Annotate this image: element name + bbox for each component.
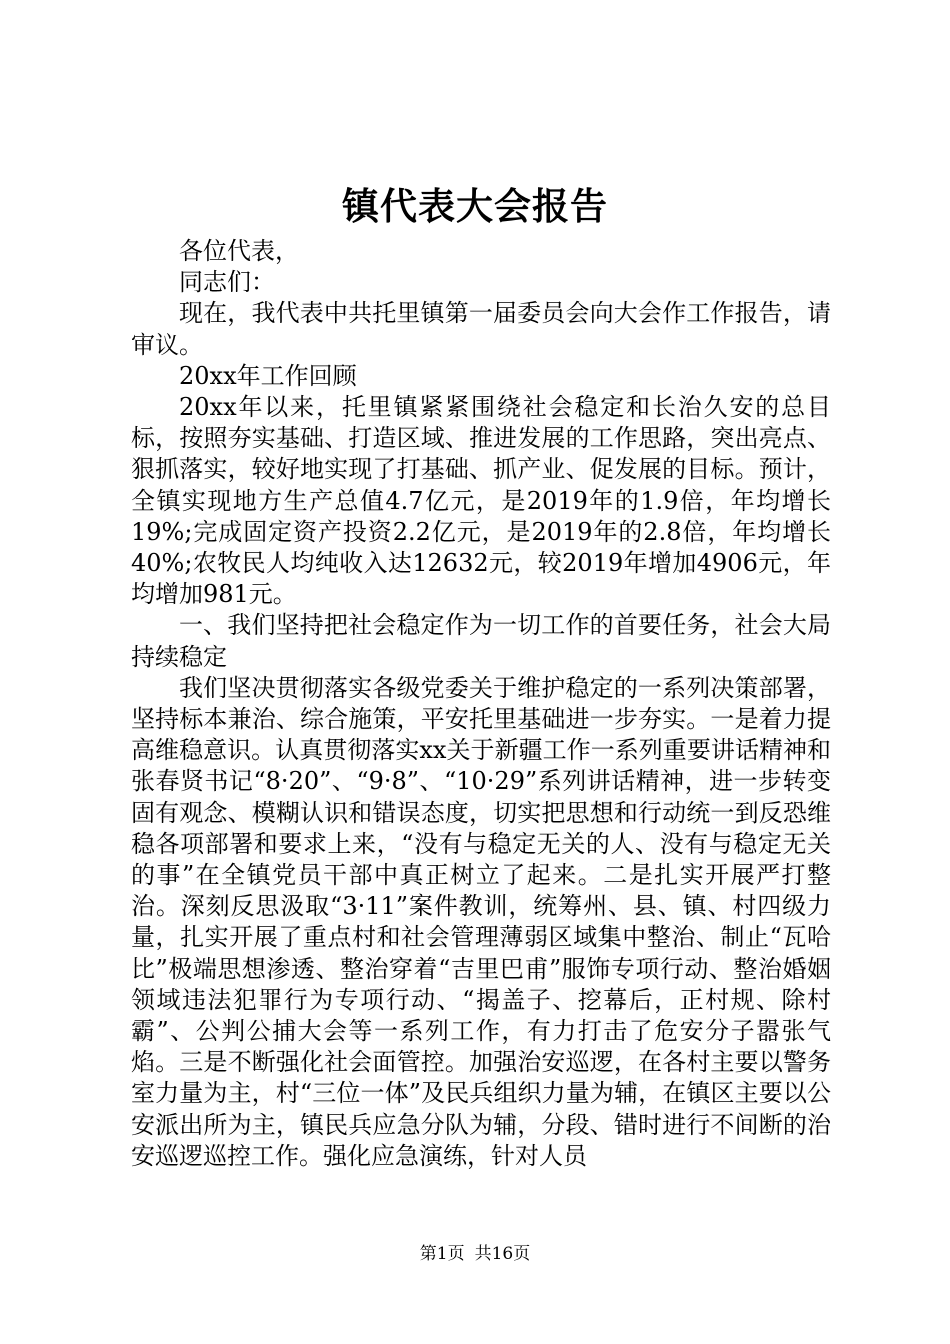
paragraph-salutation-delegates: 各位代表， — [179, 237, 299, 265]
page-footer — [0, 1242, 950, 1266]
paragraph-intro: 现在，我代表中共托里镇第一届委员会向大会作工作报告，请审议。 — [131, 299, 831, 359]
document-body — [131, 236, 831, 1172]
page-number: 第1页 — [419, 1244, 465, 1264]
page-total: 共16页 — [474, 1244, 531, 1264]
document-title: 镇代表大会报告 — [342, 184, 608, 228]
section-heading-review: 20xx年工作回顾 — [179, 361, 357, 390]
paragraph-stability-details: 我们坚决贯彻落实各级党委关于维护稳定的一系列决策部署，坚持标本兼治、综合施策，平安托里基础进一步夯实。一是着力提高维稳意识。认真贯彻落实xx关于新疆工作一系列重要讲话精神和张春贤书记“8·20”、“9·8”、“10·29”系列讲话精神，进一步转变固有观念、模糊认识和错误态度，切实把思想和行动统一到反恐维稳各项部署和要求上来，“没有与稳定无关的人、没有与稳定无关的事”在全镇党员干部中真正树立了起来。二是扎实开展严打整治。深刻反思汲取“3·11”案件教训，统筹州、县、镇、村四级力量，扎实开展了重点村和社会管理薄弱区域集中整治、制止“瓦哈比”极端思想渗透、整治穿着“吉里巴甫”服饰专项行动、整治婚姻领域违法犯罪行为专项行动、“揭盖子、挖幕后，正村规、除村霸”、公判公捕大会等一系列工作，有力打击了危安分子嚣张气焰。三是不断强化社会面管控。加强治安巡逻，在各村主要以警务室力量为主，村“三位一体”及民兵组织力量为辅，在镇区主要以公安派出所为主，镇民兵应急分队为辅，分段、错时进行不间断的治安巡逻巡控工作。强化应急演练，针对人员 — [131, 673, 831, 1170]
paragraph-salutation-comrades: 同志们： — [179, 268, 275, 297]
section-heading-stability: 一、我们坚持把社会稳定作为一切工作的首要任务，社会大局持续稳定 — [131, 611, 831, 671]
paragraph-review-summary: 20xx年以来，托里镇紧紧围绕社会稳定和长治久安的总目标，按照夯实基础、打造区域、推进发展的工作思路，突出亮点、狠抓落实，较好地实现了打基础、抓产业、促发展的目标。预计，全镇实现地方生产总值4.7亿元，是2019年的1.9倍，年均增长19%;完成固定资产投资2.2亿元，是2019年的2.8倍，年均增长40%;农牧民人均纯收入达12632元，较2019年增加4906元，年均增加981元。 — [131, 393, 831, 609]
